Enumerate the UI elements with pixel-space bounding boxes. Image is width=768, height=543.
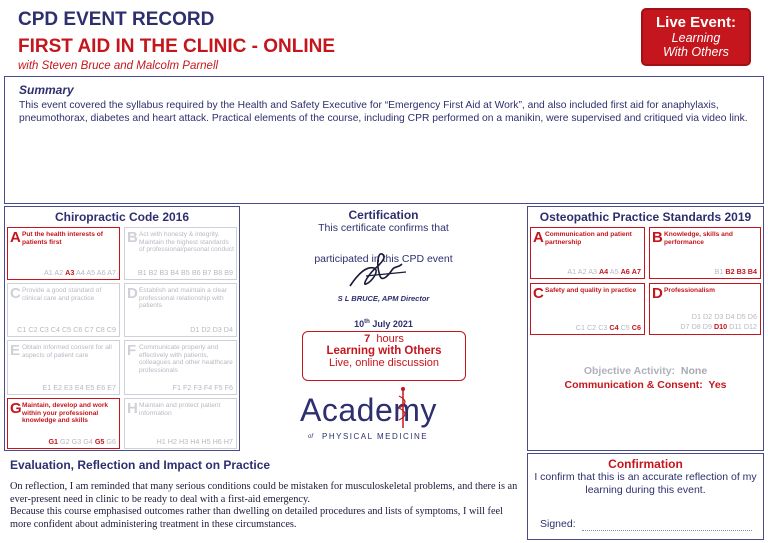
event-format: Live, online discussion [328,357,440,369]
code-b5: B5 [181,268,190,277]
summary-panel [4,76,764,204]
code-e1: E1 [42,383,52,392]
code-d1: D1 [691,312,701,321]
code-c5: C5 [61,325,72,334]
osteo-codes-a [567,267,641,276]
cpd-hours: 7 hours [364,333,404,345]
chiro-box-c [7,283,120,337]
code-g6: G6 [106,437,116,446]
signed-label: Signed: [540,518,576,530]
confirmation-heading: Confirmation [608,457,683,471]
objective-activity: Objective Activity: None [583,365,708,377]
chiro-desc-f: Communicate properly and effectively with patients, colleagues and other healthcare professionals [139,344,233,374]
code-b7: B7 [202,268,212,277]
chiro-letter-e: E [10,342,21,359]
code-c6: C6 [73,325,83,334]
chiro-codes-e [42,383,116,392]
chiro-box-b [124,227,237,280]
chiro-codes-h [157,437,233,446]
code-c6: C6 [631,323,641,332]
chiropractic-title: Chiropractic Code 2016 [54,210,190,224]
chiro-box-g [7,398,120,449]
code-b2: B2 [725,267,735,276]
chiro-letter-b: B [127,229,138,246]
code-e2: E2 [53,383,63,392]
osteo-codes-b [715,267,757,276]
code-c4: C4 [50,325,60,334]
signature-field[interactable] [582,530,752,531]
header [0,0,768,76]
code-d10: D10 [713,322,728,331]
code-b3: B3 [736,267,746,276]
evaluation-paragraph-2: Because this course emphasised outcomes rather than dwelling on detailed procedures and lists of symptoms, I will feel more confident about administering treatment in these circumstances. [10,506,503,530]
logo-subtitle: PHYSICAL MEDICINE [322,432,429,441]
chiro-desc-c: Provide a good standard of clinical care and practice [22,287,102,302]
code-f5: F5 [214,383,223,392]
osteopathic-standards-panel [527,206,764,451]
osteo-letter-c: C [533,285,544,302]
chiropractic-code-panel [4,206,240,451]
code-c2: C2 [28,325,38,334]
code-g3: G3 [71,437,82,446]
chiro-codes-c [17,325,116,334]
code-a3: A3 [65,268,75,277]
code-c4: C4 [609,323,619,332]
code-c7: C7 [84,325,94,334]
code-d4: D4 [223,325,233,334]
chiro-letter-d: D [127,285,138,302]
code-b6: B6 [191,268,201,277]
code-h6: H6 [212,437,222,446]
event-title: FIRST AID IN THE CLINIC - ONLINE [18,36,336,57]
logo-word: Academy [300,392,437,428]
code-a7: A7 [631,267,641,276]
evaluation-panel [4,453,522,541]
chiro-desc-d: Establish and maintain a clear professional relationship with patients [139,287,227,310]
code-a3: A3 [588,267,597,276]
code-d3: D3 [714,312,724,321]
code-b3: B3 [159,268,169,277]
code-a4: A4 [75,268,85,277]
code-b4: B4 [747,267,757,276]
code-g2: G2 [60,437,70,446]
osteo-desc-d: Professionalism [664,287,715,294]
code-b8: B8 [213,268,223,277]
code-c1: C1 [17,325,27,334]
event-info-box [302,331,466,381]
badge-line-a: Learning [671,31,721,45]
chiro-letter-h: H [127,400,138,417]
evaluation-text [10,481,522,531]
chiro-desc-h: Maintain and protect patient information [139,402,221,417]
code-b1: B1 [137,268,147,277]
osteo-desc-b: Knowledge, skills and performance [664,231,733,246]
code-d4: D4 [725,312,735,321]
chiro-box-d [124,283,237,337]
code-d2: D2 [201,325,211,334]
code-b4: B4 [170,268,180,277]
code-f1: F1 [172,383,182,392]
chiro-codes-f [173,383,233,392]
record-title: CPD EVENT RECORD [18,9,215,30]
code-d11: D11 [729,322,742,331]
code-e3: E3 [64,383,73,392]
chiro-codes-g [48,437,116,446]
code-d6: D6 [747,312,757,321]
osteo-letter-a: A [533,229,544,246]
code-d7: D7 [680,322,690,331]
confirmation-panel [527,453,764,540]
code-h1: H1 [156,437,166,446]
code-c3: C3 [39,325,49,334]
osteopathic-title: Osteopathic Practice Standards 2019 [539,210,752,224]
code-c9: C9 [106,325,116,334]
caduceus-icon [396,386,410,430]
event-date: 10th July 2021 [354,319,413,329]
code-d1: D1 [190,325,200,334]
badge-heading: Live Event: [655,14,737,31]
osteo-codes-c [576,323,641,332]
event-type: Learning with Others [326,345,442,357]
communication-consent: Communication & Consent: Yes [564,379,727,391]
code-a5: A5 [86,268,96,277]
chiro-desc-a: Put the health interests of patients first [22,231,103,246]
code-c2: C2 [586,323,597,332]
code-a1: A1 [567,267,577,276]
code-e5: E5 [85,383,95,392]
badge-line-b: With Others [663,45,729,59]
code-e4: E4 [74,383,84,392]
chiro-box-a [7,227,120,280]
presenters: with Steven Bruce and Malcolm Parnell [18,60,219,72]
osteo-desc-a: Communication and patient partnership [545,231,632,246]
code-e7: E7 [107,383,116,392]
osteo-box-a [530,227,645,279]
osteo-box-c [530,283,645,335]
code-d2: D2 [702,312,713,321]
chiro-codes-b [138,268,233,277]
code-d3: D3 [212,325,222,334]
code-f6: F6 [224,383,233,392]
osteo-letter-b: B [652,229,663,246]
chiro-codes-d [190,325,233,334]
code-h5: H5 [201,437,211,446]
code-a1: A1 [43,268,53,277]
code-e6: E6 [96,383,106,392]
evaluation-paragraph-1: On reflection, I am reminded that many serious conditions could be mistaken for musculoskeletal problems, and there is an ever-present need in clinic to be ready to deal with a first-aid emergency. [10,481,518,505]
code-a4: A4 [598,267,609,276]
code-f3: F3 [193,383,202,392]
osteo-letter-d: D [652,285,663,302]
code-a5: A5 [609,267,619,276]
code-g5: G5 [94,437,105,446]
summary-heading: Summary [19,83,74,97]
code-h7: H7 [223,437,233,446]
code-d8: D8 [691,322,701,331]
director-signature [336,246,416,296]
code-a6: A6 [96,268,106,277]
live-event-badge [641,8,751,66]
code-b1: B1 [714,267,724,276]
logo-of: of [308,434,314,440]
chiro-letter-g: G [10,400,22,417]
code-a7: A7 [107,268,116,277]
code-h4: H4 [190,437,200,446]
code-d5: D5 [736,312,746,321]
code-a2: A2 [577,267,587,276]
chiro-desc-e: Obtain informed consent for all aspects of patient care [22,344,112,359]
evaluation-heading: Evaluation, Reflection and Impact on Practice [10,458,271,472]
code-b9: B9 [224,268,233,277]
certification-line2: participated in this CPD event [314,253,453,265]
osteo-box-b [649,227,761,279]
code-f4: F4 [203,383,213,392]
code-g1: G1 [48,437,59,446]
code-h3: H3 [178,437,189,446]
summary-text: This event covered the syllabus required by the Health and Safety Executive for “Emergency First Aid at Work”, and also included first aid for anaphylaxis, pneumothorax, diabetes and heart attack. Practical elements of the course, including CPR performed on a manikin, were supervised and critiqued via video link. [19,100,748,124]
certification-line1: This certificate confirms that [318,222,449,234]
code-c3: C3 [598,323,608,332]
code-b2: B2 [148,268,158,277]
code-d12: D12 [743,322,757,331]
chiro-codes-a [44,268,116,277]
chiro-letter-c: C [10,285,21,302]
code-d9: D9 [702,322,712,331]
osteo-box-d [649,283,761,335]
code-f2: F2 [183,383,192,392]
code-a2: A2 [54,268,64,277]
director-name: S L BRUCE, APM Director [337,294,430,303]
code-a6: A6 [620,267,630,276]
chiro-box-e [7,340,120,395]
chiro-letter-a: A [10,229,21,246]
chiro-letter-f: F [127,342,137,359]
code-c5: C5 [620,323,630,332]
osteo-desc-c: Safety and quality in practice [545,287,637,294]
chiro-box-f [124,340,237,395]
chiro-box-h [124,398,237,449]
code-c1: C1 [575,323,585,332]
osteo-codes-d [680,312,757,332]
chiro-desc-b: Act with honesty & integrity. Maintain the highest standards of professional/personal conduct [139,231,234,254]
chiro-desc-g: Maintain, develop and work within your professional knowledge and skills [22,402,109,425]
certification-heading: Certification [348,208,419,222]
academy-logo [300,392,470,444]
code-g4: G4 [83,437,93,446]
code-c8: C8 [95,325,105,334]
code-h2: H2 [167,437,177,446]
confirmation-text: I confirm that this is an accurate reflection of my learning during this event. [534,471,757,496]
